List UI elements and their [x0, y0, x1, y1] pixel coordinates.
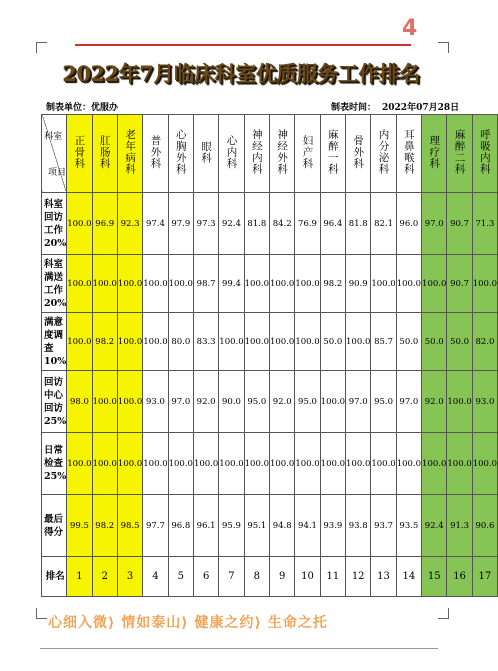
score-cell: 100.0 — [472, 255, 497, 313]
score-cell: 100.0 — [92, 255, 117, 313]
score-cell: 82.0 — [472, 313, 497, 371]
score-cell: 100.0 — [117, 313, 142, 371]
score-cell: 92.3 — [117, 193, 142, 255]
department-header — [269, 115, 294, 193]
score-cell: 100.0 — [143, 255, 168, 313]
score-cell: 100.0 — [219, 313, 244, 371]
score-cell: 92.4 — [422, 495, 447, 557]
score-cell: 95.0 — [295, 371, 320, 433]
score-cell: 93.0 — [143, 371, 168, 433]
department-name: 肛肠科 — [98, 134, 111, 170]
score-cell: 96.8 — [168, 495, 193, 557]
table-row — [42, 313, 498, 371]
department-header — [143, 115, 168, 193]
score-cell: 100.0 — [168, 433, 193, 495]
row-label: 科室满送工作20% — [42, 255, 67, 313]
rank-cell: 6 — [193, 557, 218, 597]
score-cell: 100.0 — [143, 433, 168, 495]
score-cell: 100.0 — [67, 193, 92, 255]
score-cell: 98.2 — [92, 313, 117, 371]
department-name: 正骨科 — [73, 134, 86, 170]
department-name: 理疗科 — [428, 134, 441, 170]
score-cell: 80.0 — [168, 313, 193, 371]
score-cell: 97.0 — [346, 371, 371, 433]
page-title: 2022年7月临床科室优质服务工作排名 — [62, 61, 420, 86]
score-cell: 91.3 — [447, 495, 472, 557]
score-cell: 100.0 — [193, 433, 218, 495]
score-cell: 100.0 — [117, 255, 142, 313]
score-cell: 95.0 — [244, 371, 269, 433]
score-cell: 100.0 — [92, 433, 117, 495]
corner-cell — [42, 115, 67, 193]
score-cell: 95.1 — [244, 495, 269, 557]
score-cell: 100.0 — [168, 255, 193, 313]
rank-cell: 4 — [143, 557, 168, 597]
rank-cell: 13 — [371, 557, 396, 597]
score-cell: 100.0 — [219, 433, 244, 495]
score-cell: 100.0 — [117, 371, 142, 433]
score-cell: 93.0 — [472, 371, 497, 433]
score-cell: 98.5 — [117, 495, 142, 557]
score-cell: 50.0 — [422, 313, 447, 371]
department-header — [320, 115, 345, 193]
maker-label: 制表单位：优服办 — [46, 103, 119, 113]
score-cell: 90.9 — [346, 255, 371, 313]
department-name: 普外科 — [149, 134, 162, 170]
score-cell: 100.0 — [447, 371, 472, 433]
department-header — [168, 115, 193, 193]
corner-bottom-label: 项目 — [48, 168, 67, 178]
department-name: 耳鼻喉科 — [402, 129, 415, 175]
score-cell: 100.0 — [396, 255, 421, 313]
row-label: 日常检查25% — [42, 433, 67, 495]
score-cell: 93.9 — [320, 495, 345, 557]
bottom-rule — [40, 648, 438, 649]
score-cell: 81.8 — [244, 193, 269, 255]
score-cell: 81.8 — [346, 193, 371, 255]
score-cell: 90.7 — [447, 255, 472, 313]
rank-cell: 2 — [92, 557, 117, 597]
score-cell: 100.0 — [244, 255, 269, 313]
score-cell: 97.9 — [168, 193, 193, 255]
score-cell: 92.4 — [219, 193, 244, 255]
table-row — [42, 193, 498, 255]
date-meta — [331, 100, 459, 113]
department-name: 心内科 — [225, 134, 238, 170]
score-cell: 98.0 — [67, 371, 92, 433]
department-header — [219, 115, 244, 193]
score-cell: 50.0 — [447, 313, 472, 371]
score-cell: 76.9 — [295, 193, 320, 255]
department-header — [67, 115, 92, 193]
score-cell: 100.0 — [295, 433, 320, 495]
score-cell: 95.9 — [219, 495, 244, 557]
rank-cell: 5 — [168, 557, 193, 597]
rank-cell: 16 — [447, 557, 472, 597]
score-cell: 93.5 — [396, 495, 421, 557]
score-cell: 85.7 — [371, 313, 396, 371]
department-header — [117, 115, 142, 193]
table-row — [42, 371, 498, 433]
score-cell: 71.3 — [472, 193, 497, 255]
score-cell: 100.0 — [422, 255, 447, 313]
department-name: 骨外科 — [352, 134, 365, 170]
score-cell: 100.0 — [472, 433, 497, 495]
score-cell: 98.2 — [92, 495, 117, 557]
department-header — [396, 115, 421, 193]
department-name: 妇产科 — [301, 134, 314, 170]
score-cell: 99.4 — [219, 255, 244, 313]
score-cell: 100.0 — [320, 371, 345, 433]
score-cell: 100.0 — [396, 433, 421, 495]
score-cell: 92.0 — [422, 371, 447, 433]
ranking-table — [41, 114, 498, 597]
score-cell: 100.0 — [269, 313, 294, 371]
crop-mark — [438, 42, 449, 53]
table-row — [42, 495, 498, 557]
score-cell: 84.2 — [269, 193, 294, 255]
department-name: 眼科 — [200, 140, 213, 164]
score-cell: 96.0 — [396, 193, 421, 255]
score-cell: 100.0 — [269, 255, 294, 313]
department-name: 神经外科 — [276, 129, 289, 175]
score-cell: 90.7 — [447, 193, 472, 255]
score-cell: 50.0 — [396, 313, 421, 371]
score-cell: 95.0 — [371, 371, 396, 433]
score-cell: 96.1 — [193, 495, 218, 557]
rank-cell: 11 — [320, 557, 345, 597]
score-cell: 100.0 — [447, 433, 472, 495]
score-cell: 100.0 — [422, 433, 447, 495]
score-cell: 83.3 — [193, 313, 218, 371]
rank-cell: 15 — [422, 557, 447, 597]
row-label: 科室回访工作20% — [42, 193, 67, 255]
score-cell: 97.3 — [193, 193, 218, 255]
date-value: 2022年07月28日 — [382, 103, 460, 113]
score-cell: 100.0 — [244, 433, 269, 495]
score-cell: 98.2 — [320, 255, 345, 313]
department-header — [244, 115, 269, 193]
row-label: 回访中心回访25% — [42, 371, 67, 433]
score-cell: 97.0 — [422, 193, 447, 255]
score-cell: 97.0 — [396, 371, 421, 433]
score-cell: 97.4 — [143, 193, 168, 255]
crop-mark — [36, 42, 47, 53]
score-cell: 100.0 — [346, 433, 371, 495]
score-cell: 100.0 — [67, 433, 92, 495]
corner-top-label: 科室 — [44, 132, 63, 142]
table-row — [42, 433, 498, 495]
crop-mark — [438, 608, 449, 619]
header-row — [42, 115, 498, 193]
department-header — [92, 115, 117, 193]
rank-row — [42, 557, 498, 597]
rank-cell: 8 — [244, 557, 269, 597]
department-name: 心胸外科 — [174, 129, 187, 175]
department-name: 呼吸内科 — [478, 129, 491, 175]
date-label: 制表时间： — [331, 103, 377, 113]
score-cell: 97.0 — [168, 371, 193, 433]
table-row — [42, 255, 498, 313]
rank-cell: 17 — [472, 557, 497, 597]
row-label: 最后得分 — [42, 495, 67, 557]
rank-cell: 12 — [346, 557, 371, 597]
top-red-rule — [75, 44, 411, 46]
department-header — [295, 115, 320, 193]
score-cell: 100.0 — [346, 313, 371, 371]
score-cell: 100.0 — [67, 313, 92, 371]
rank-cell: 10 — [295, 557, 320, 597]
department-header — [472, 115, 497, 193]
rank-cell: 14 — [396, 557, 421, 597]
rank-cell: 7 — [219, 557, 244, 597]
score-cell: 100.0 — [67, 255, 92, 313]
score-cell: 100.0 — [295, 313, 320, 371]
rank-cell: 9 — [269, 557, 294, 597]
department-header — [346, 115, 371, 193]
score-cell: 50.0 — [320, 313, 345, 371]
department-header — [422, 115, 447, 193]
department-header — [193, 115, 218, 193]
score-cell: 96.9 — [92, 193, 117, 255]
score-cell: 100.0 — [92, 371, 117, 433]
rank-label: 排名 — [42, 557, 67, 597]
score-cell: 92.0 — [193, 371, 218, 433]
score-cell: 93.7 — [371, 495, 396, 557]
score-cell: 96.4 — [320, 193, 345, 255]
score-cell: 98.7 — [193, 255, 218, 313]
score-cell: 100.0 — [143, 313, 168, 371]
department-header — [447, 115, 472, 193]
score-cell: 100.0 — [320, 433, 345, 495]
score-cell: 94.1 — [295, 495, 320, 557]
score-cell: 100.0 — [371, 433, 396, 495]
department-name: 老年病科 — [124, 129, 137, 175]
rank-cell: 3 — [117, 557, 142, 597]
score-cell: 97.7 — [143, 495, 168, 557]
department-name: 麻醉二科 — [453, 129, 466, 175]
row-label: 满意度调查10% — [42, 313, 67, 371]
rank-cell: 1 — [67, 557, 92, 597]
score-cell: 100.0 — [371, 255, 396, 313]
score-cell: 100.0 — [117, 433, 142, 495]
score-cell: 92.0 — [269, 371, 294, 433]
crop-mark — [36, 608, 47, 619]
department-name: 神经内科 — [250, 129, 263, 175]
score-cell: 100.0 — [269, 433, 294, 495]
department-name: 内分泌科 — [377, 129, 390, 175]
department-name: 麻醉一科 — [326, 129, 339, 175]
score-cell: 94.8 — [269, 495, 294, 557]
department-header — [371, 115, 396, 193]
score-cell: 90.6 — [472, 495, 497, 557]
score-cell: 93.8 — [346, 495, 371, 557]
score-cell: 100.0 — [295, 255, 320, 313]
score-cell: 82.1 — [371, 193, 396, 255]
score-cell: 99.5 — [67, 495, 92, 557]
slogan: 心细入微⟩ 情如泰山⟩ 健康之约⟩ 生命之托 — [48, 615, 328, 631]
score-cell: 90.0 — [219, 371, 244, 433]
page-number: 4 — [402, 16, 418, 41]
score-cell: 100.0 — [244, 313, 269, 371]
